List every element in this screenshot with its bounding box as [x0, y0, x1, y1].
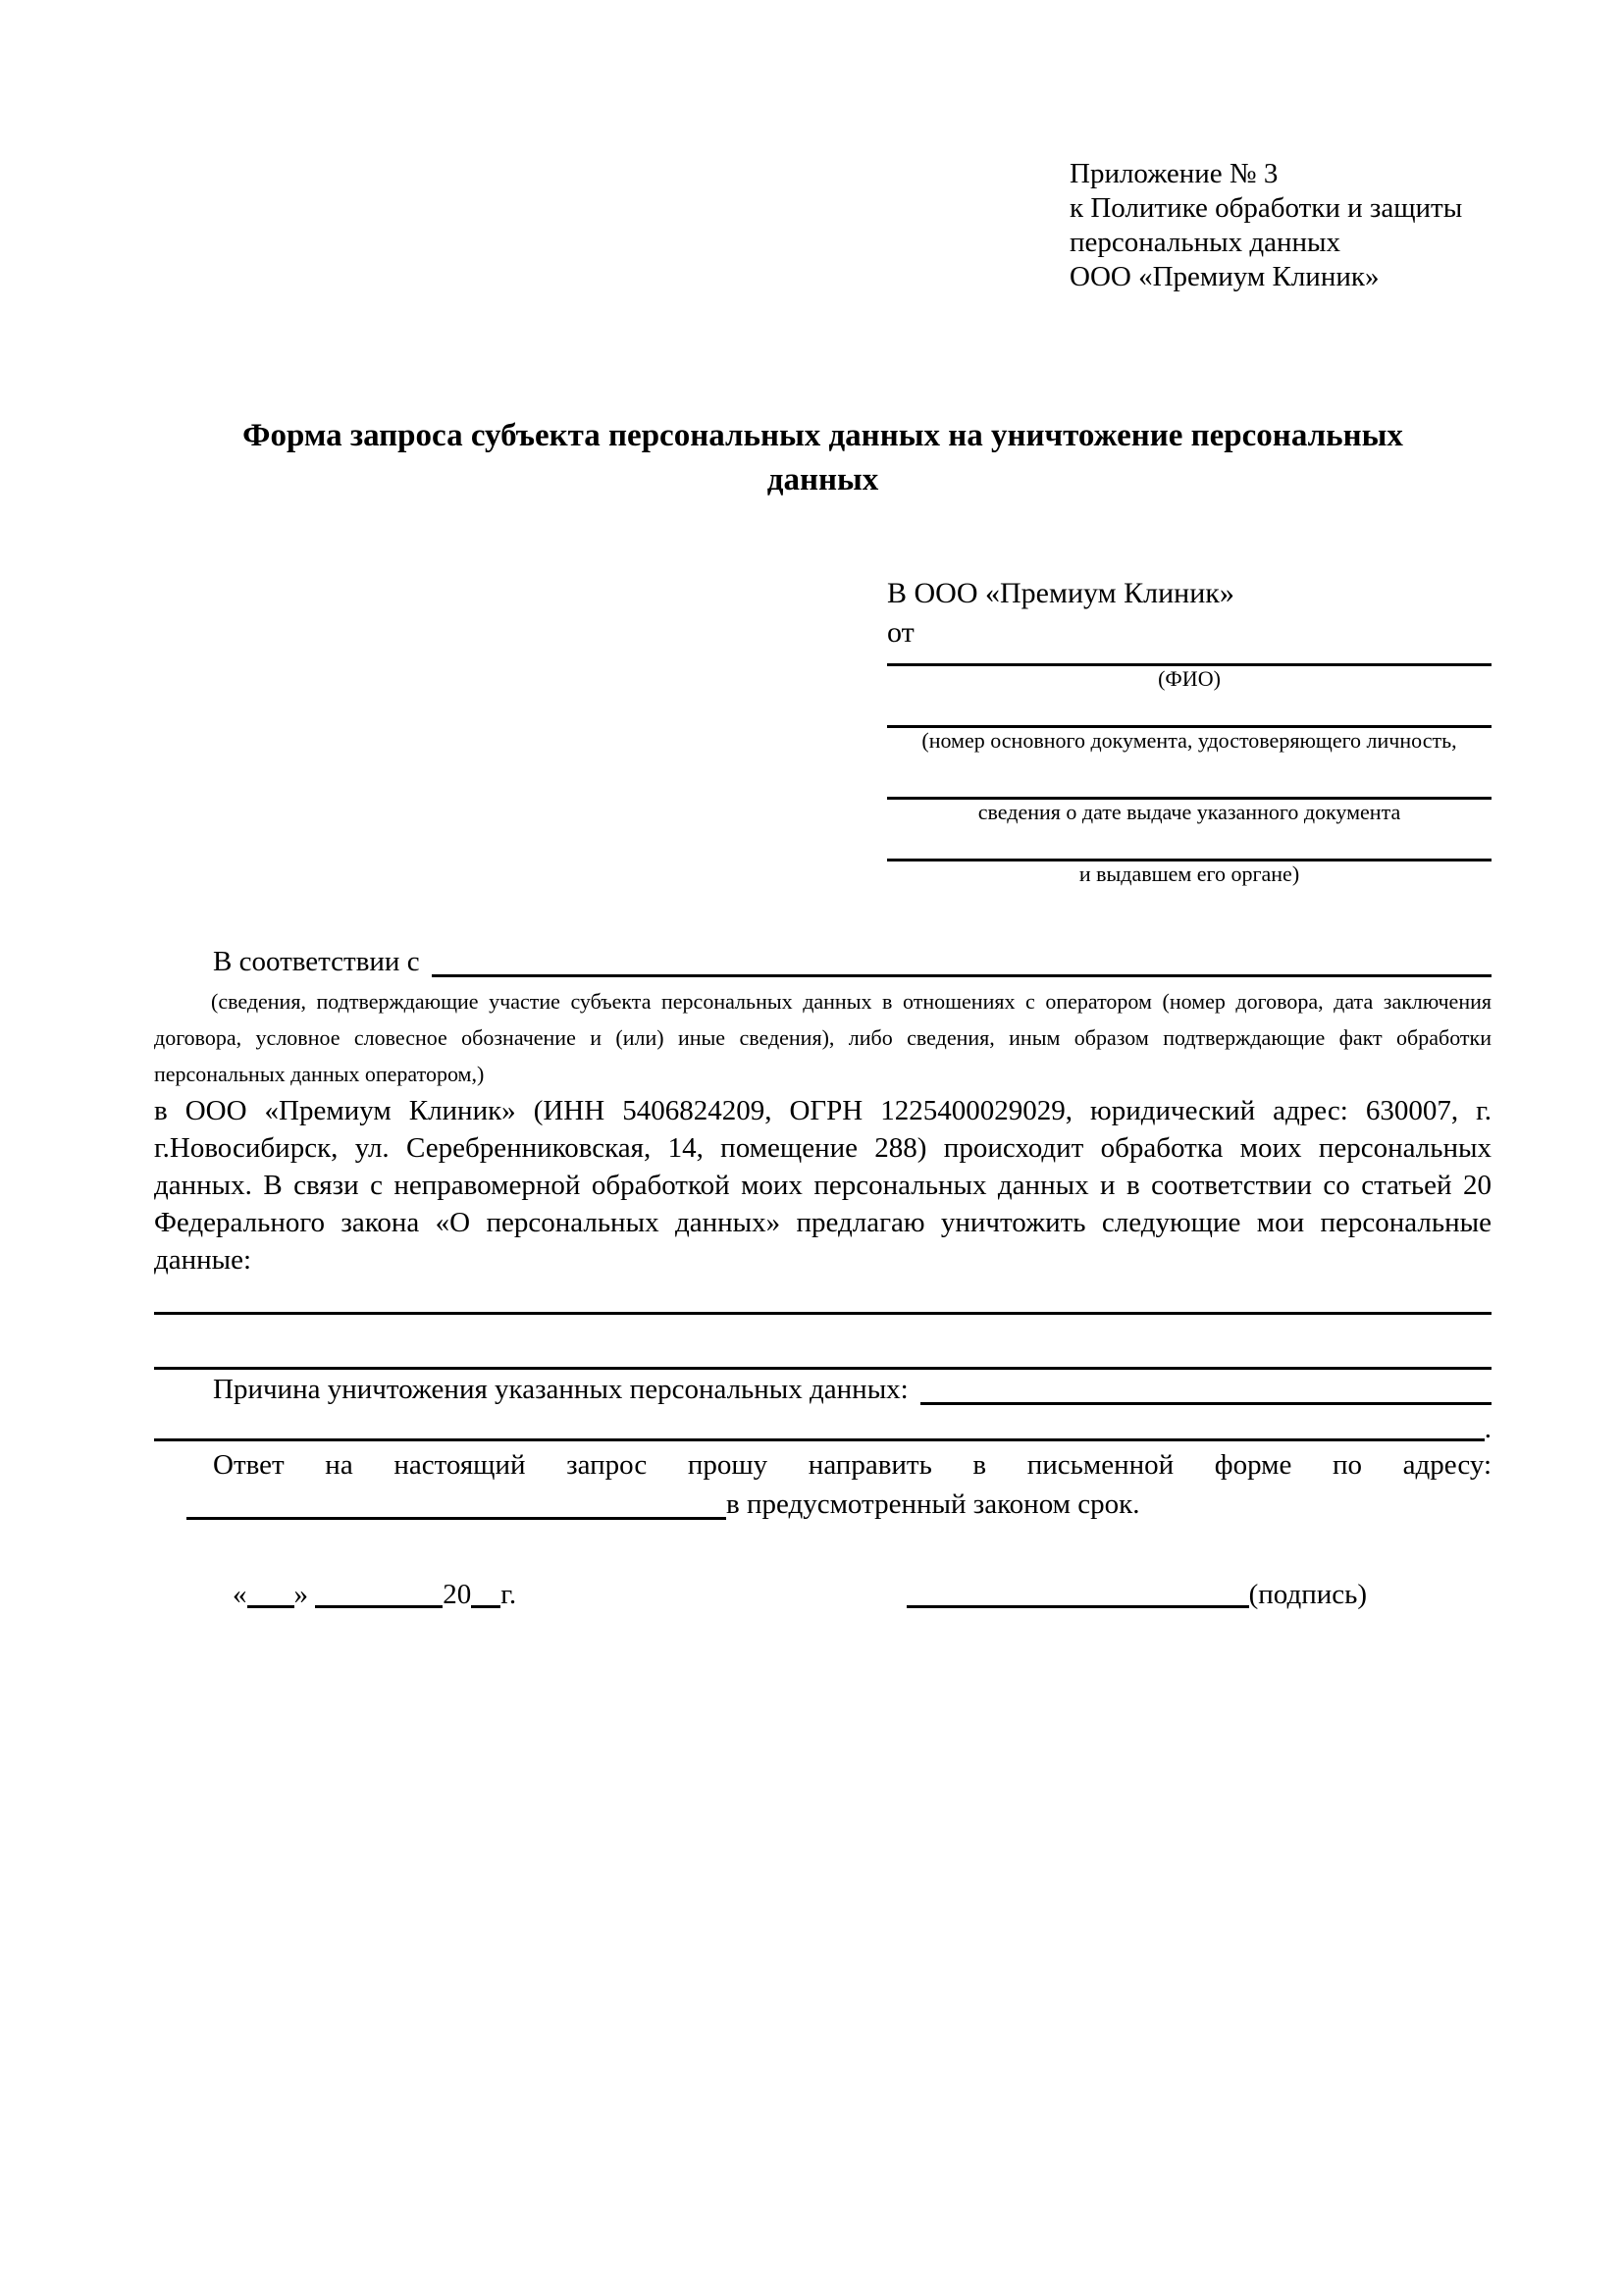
appendix-header: [1070, 157, 1492, 294]
year-prefix: 20: [443, 1579, 472, 1610]
addressee-to: В ООО «Премиум Клиник»: [887, 577, 1234, 609]
reason-row: [154, 1370, 1492, 1409]
response-paragraph: Ответ на настоящий запрос прошу направить в письменной форме по адресу:: [213, 1449, 1492, 1481]
company-name: ООО «Премиум Клиник»: [1070, 261, 1380, 292]
response-address-row: [154, 1485, 1492, 1524]
signature-field: [907, 1575, 1367, 1614]
sentence-period: .: [1484, 1413, 1492, 1444]
month-blank-line: [315, 1579, 443, 1608]
paragraph-indent: [154, 1370, 213, 1409]
id-doc-caption-3: и выдавшем его органе): [1078, 861, 1300, 886]
date-signature-row: [154, 1575, 1492, 1614]
accordance-blank-line: [432, 942, 1492, 977]
date-open-quote: «: [233, 1579, 247, 1610]
id-doc-caption-1: (номер основного документа, удостоверяющего личность,: [921, 728, 1457, 753]
fio-caption: (ФИО): [1158, 666, 1221, 691]
date-field: [233, 1575, 516, 1614]
spacer: [420, 942, 432, 981]
policy-reference-line1: к Политике обработки и защиты: [1070, 192, 1463, 224]
reason-continuation-blank-line: [154, 1409, 1485, 1441]
signature-caption: (подпись): [1248, 1579, 1367, 1610]
reason-blank-line: [920, 1370, 1492, 1405]
document-title: Форма запроса субъекта персональных данных на уничтожение персональных данных: [242, 418, 1403, 497]
main-paragraph: в ООО «Премиум Клиник» (ИНН 5406824209, ОГРН 1225400029029, юридический адрес: 630007, г. г.Новосибирск, ул. Серебренниковская, 14, помещение 288) происходит обработка моих персональных данных. В связи с неправомерной обработкой моих персональных данных и в соответствии со статьей 20 Федерального закона «О персональных данных» предлагаю уничтожить следующие мои персональные данные:: [154, 1095, 1492, 1276]
accordance-row: [154, 942, 1492, 981]
personal-data-blank-line-2: [154, 1315, 1492, 1370]
accordance-footnote: (сведения, подтверждающие участие субъекта персональных данных в отношениях с оператором (номер договора, дата заключения договора, условное словесное обозначение и (или) иные сведения), либо сведения, иным образом подтверждающие факт обработки персональных данных оператором,): [154, 989, 1492, 1086]
personal-data-blank-line-1: [154, 1278, 1492, 1315]
signature-blank-line: [907, 1579, 1249, 1608]
spacer: [909, 1370, 920, 1409]
response-tail: в предусмотренный законом срок.: [726, 1488, 1140, 1520]
year-blank-line: [471, 1579, 500, 1608]
policy-reference-line2: персональных данных: [1070, 227, 1341, 258]
paragraph-indent: [154, 942, 213, 981]
year-suffix: г.: [500, 1579, 517, 1610]
reason-label: Причина уничтожения указанных персональных данных:: [213, 1374, 909, 1405]
date-close-quote: »: [293, 1579, 308, 1610]
reason-continuation-row: [154, 1409, 1492, 1445]
accordance-label: В соответствии с: [213, 946, 420, 977]
address-blank-line: [186, 1485, 726, 1520]
day-blank-line: [247, 1579, 294, 1608]
addressee-block: [887, 574, 1492, 887]
appendix-number: Приложение № 3: [1070, 158, 1279, 189]
id-doc-caption-2: сведения о дате выдаче указанного документа: [977, 800, 1401, 824]
addressee-from: от: [887, 616, 915, 649]
